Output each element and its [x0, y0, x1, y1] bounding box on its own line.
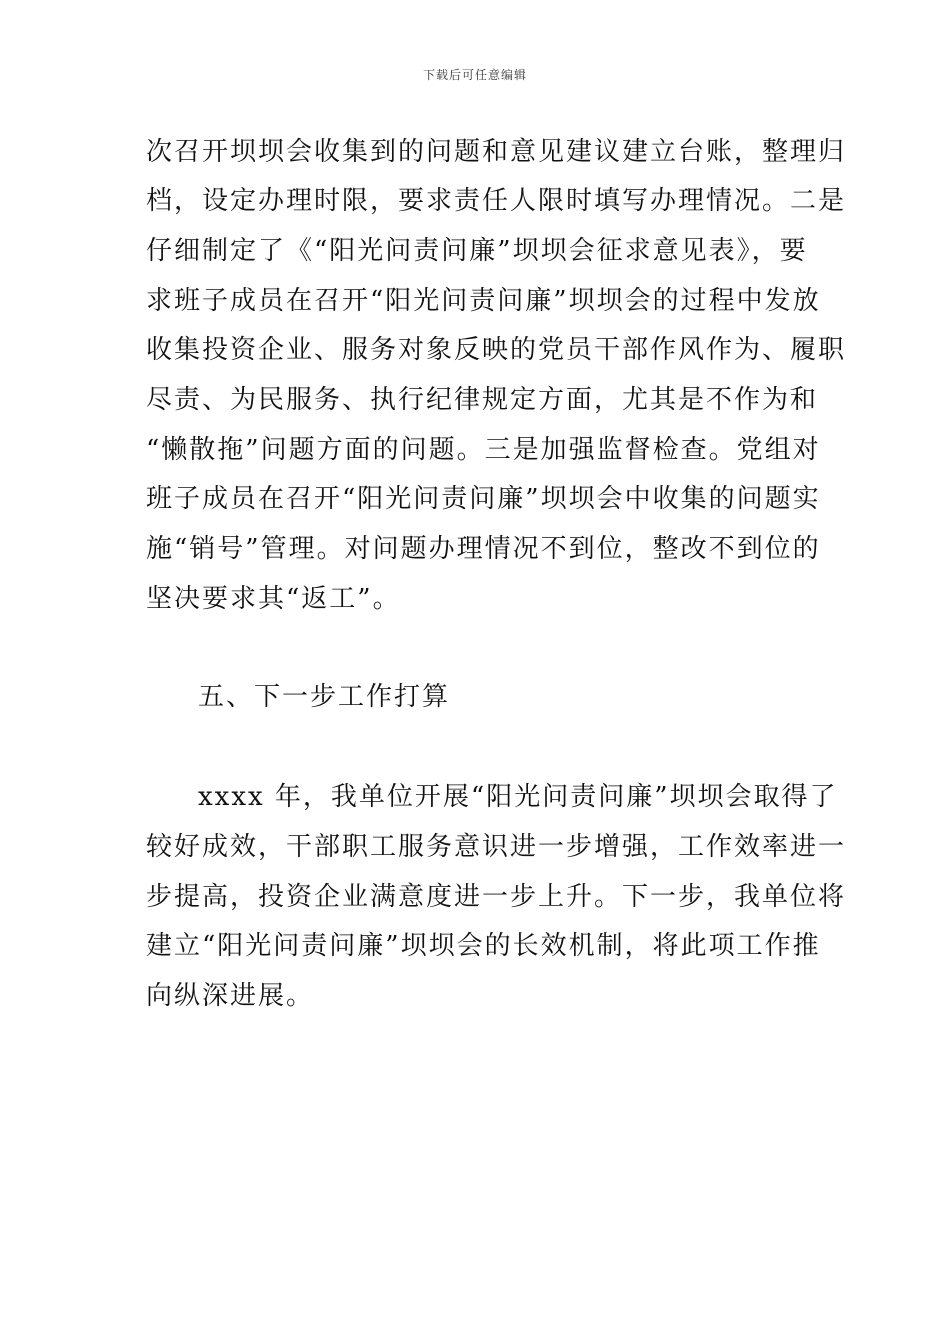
paragraph-line: 尽责、为民服务、执行纪律规定方面，尤其是不作为和 — [146, 385, 819, 415]
paragraph-line: xxxx 年，我单位开展“阳光问责问廉”坝坝会取得了 — [198, 782, 838, 812]
paragraph-line: 向纵深进展。 — [146, 981, 315, 1011]
paragraph-line: 坚决要求其“返工”。 — [146, 584, 401, 614]
paragraph-line: 班子成员在召开“阳光问责问廉”坝坝会中收集的问题实 — [146, 484, 821, 514]
header-note: 下载后可任意编辑 — [422, 68, 527, 82]
paragraph-line: 收集投资企业、服务对象反映的党员干部作风作为、履职 — [146, 335, 847, 365]
paragraph-line: 建立“阳光问责问廉”坝坝会的长效机制，将此项工作推 — [146, 931, 821, 961]
paragraph-line: 仔细制定了《“阳光问责问廉”坝坝会征求意见表》，要 — [146, 236, 808, 266]
paragraph-line: 档，设定办理时限，要求责任人限时填写办理情况。二是 — [146, 186, 847, 216]
paragraph-line: 步提高，投资企业满意度进一步上升。下一步，我单位将 — [146, 882, 847, 912]
paragraph-line: “懒散拖”问题方面的问题。三是加强监督检查。党组对 — [146, 435, 821, 465]
section-heading: 五、下一步工作打算 — [198, 682, 451, 712]
paragraph-line: 求班子成员在召开“阳光问责问廉”坝坝会的过程中发放 — [146, 286, 821, 316]
paragraph-line: 较好成效，干部职工服务意识进一步增强，工作效率进一 — [146, 832, 847, 862]
paragraph-line: 施“销号”管理。对问题办理情况不到位，整改不到位的 — [146, 534, 821, 564]
paragraph-line: 次召开坝坝会收集到的问题和意见建议建立台账，整理归 — [146, 137, 847, 167]
